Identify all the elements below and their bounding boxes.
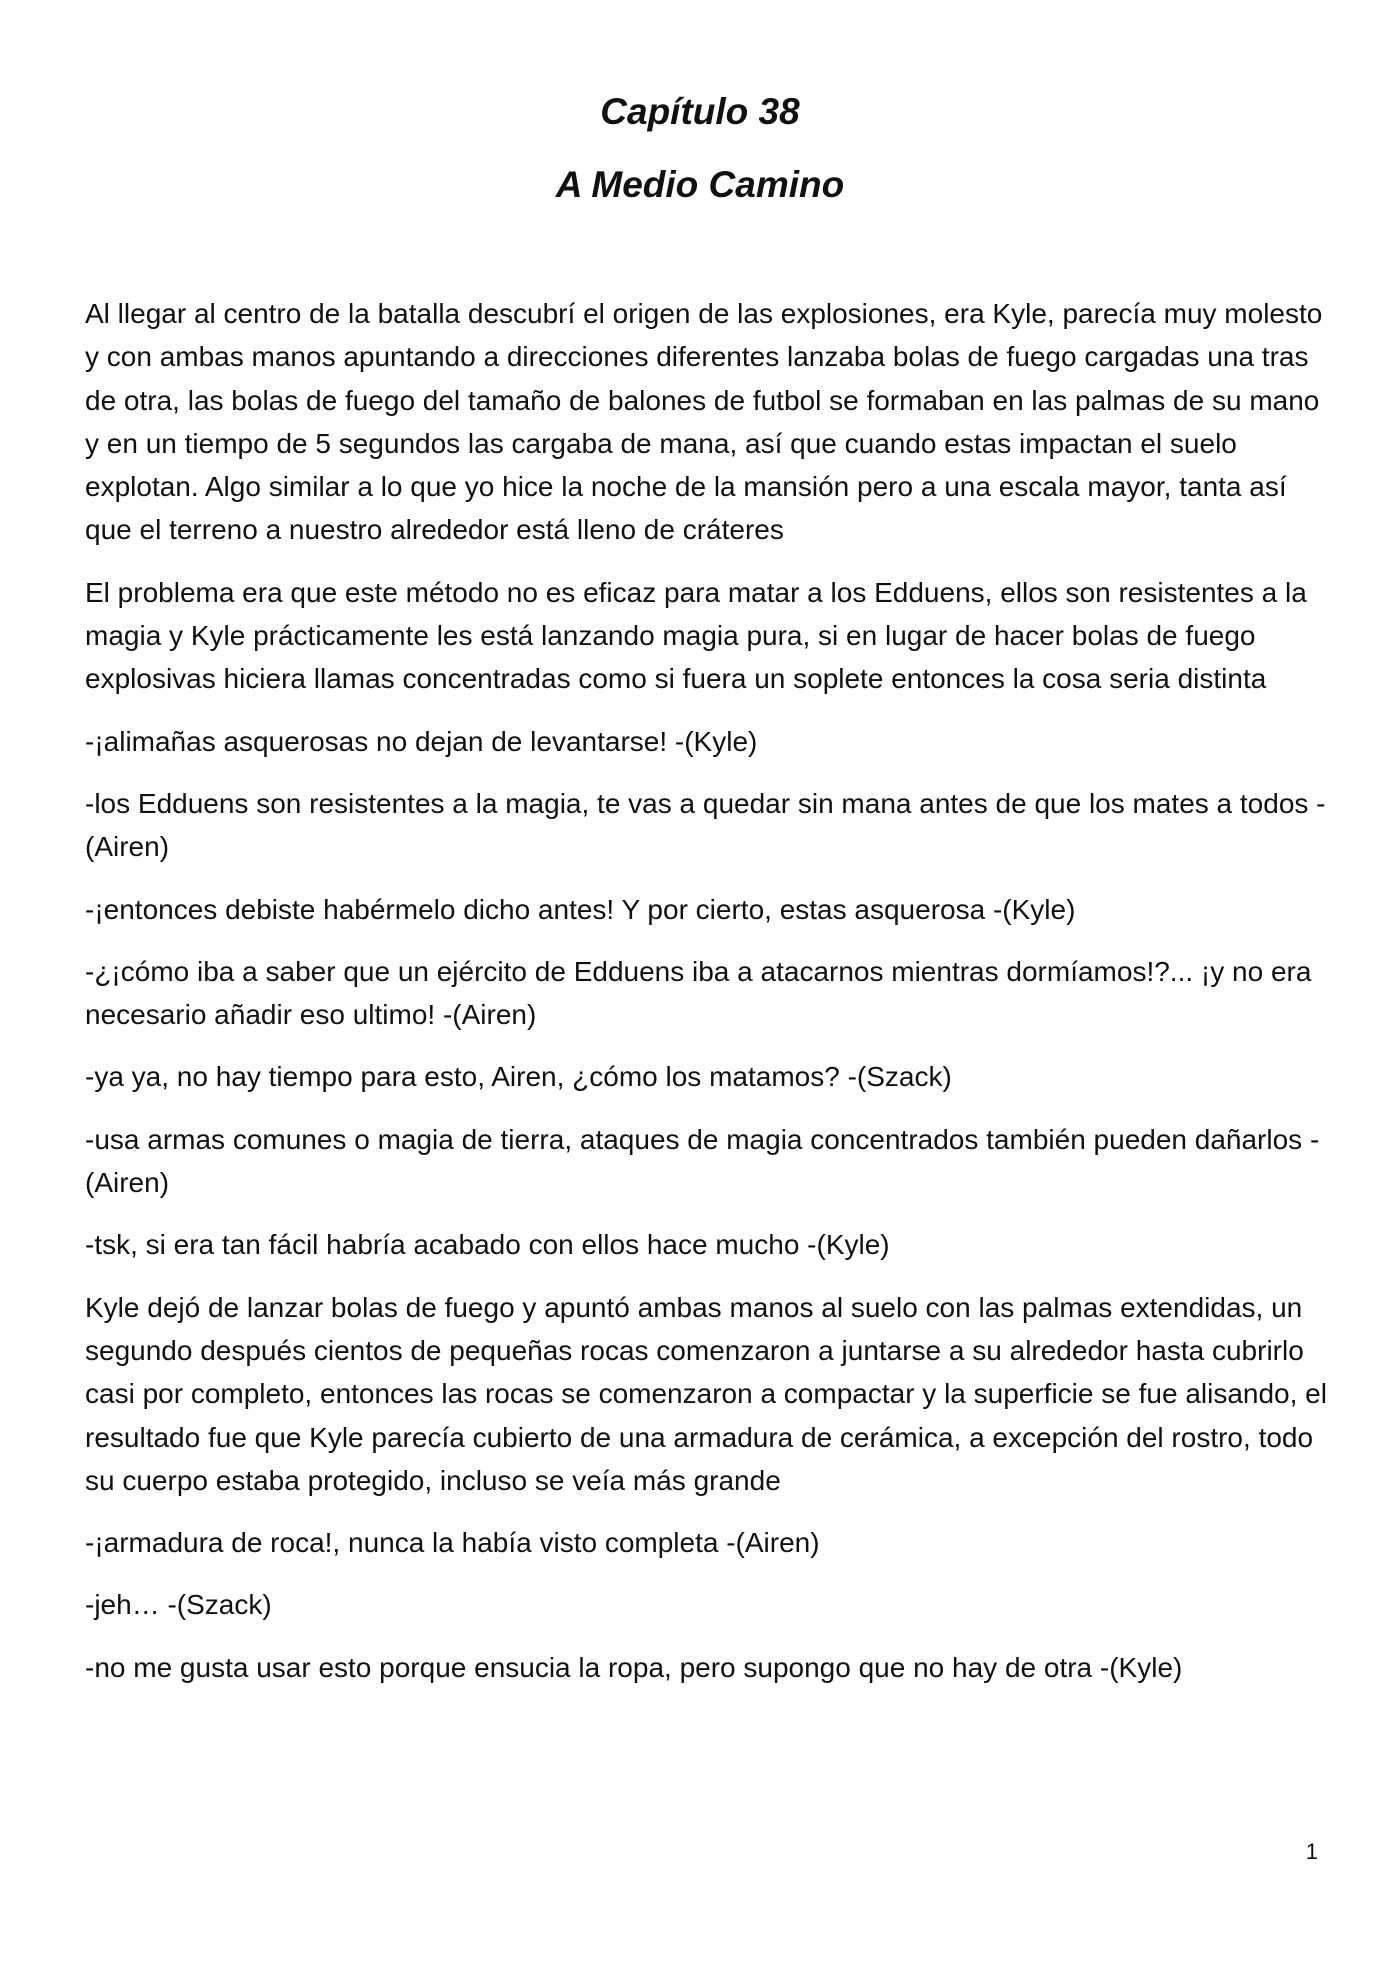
paragraph-narration-1: Al llegar al centro de la batalla descubrí el origen de las explosiones, era Kyle, parecía muy molesto y con ambas manos apuntando a direcciones diferentes lanzaba bolas de fuego cargadas una tras de otra, las bolas de fuego del tamaño de balones de futbol se formaban en las palmas de su mano y en un tiempo de 5 segundos las cargaba de mana, así que cuando estas impactan el suelo explotan. Algo similar a lo que yo hice la noche de la mansión pero a una escala mayor, tanta así que el terreno a nuestro alrededor está lleno de cráteres [85, 298, 1323, 546]
dialogue-line: -usa armas comunes o magia de tierra, ataques de magia concentrados también pueden dañarlos -(Airen) [85, 1123, 1320, 1199]
paragraph-narration-2: El problema era que este método no es eficaz para matar a los Edduens, ellos son resistentes a la magia y Kyle prácticamente les está lanzando magia pura, si en lugar de hacer bolas de fuego explosivas hiciera llamas concentradas como si fuera un soplete entonces la cosa seria distinta [85, 576, 1307, 695]
body-text [85, 292, 1330, 1708]
paragraph-narration-3: Kyle dejó de lanzar bolas de fuego y apuntó ambas manos al suelo con las palmas extendidas, un segundo después cientos de pequeñas rocas comenzaron a juntarse a su alrededor hasta cubrirlo casi por completo, entonces las rocas se comenzaron a compactar y la superficie se fue alisando, el resultado fue que Kyle parecía cubierto de una armadura de cerámica, a excepción del rostro, todo su cuerpo estaba protegido, incluso se veía más grande [85, 1291, 1327, 1496]
dialogue-line: -jeh… -(Szack) [85, 1589, 272, 1621]
dialogue-line: -¡armadura de roca!, nunca la había visto completa -(Airen) [85, 1527, 820, 1559]
dialogue-line: -¡entonces debiste habérmelo dicho antes! Y por cierto, estas asquerosa -(Kyle) [85, 893, 1076, 925]
dialogue-line: -no me gusta usar esto porque ensucia la ropa, pero supongo que no hay de otra -(Kyle) [85, 1651, 1183, 1683]
chapter-number: Capítulo 38 [600, 91, 800, 132]
page-number: 1 [1305, 1839, 1318, 1864]
chapter-title: A Medio Camino [555, 164, 845, 205]
dialogue-line: -tsk, si era tan fácil habría acabado con ellos hace mucho -(Kyle) [85, 1229, 890, 1261]
dialogue-line: -¡alimañas asquerosas no dejan de levantarse! -(Kyle) [85, 725, 758, 757]
dialogue-line: -ya ya, no hay tiempo para esto, Airen, ¿cómo los matamos? -(Szack) [85, 1061, 952, 1093]
dialogue-line: -¿¡cómo iba a saber que un ejército de Edduens iba a atacarnos mientras dormíamos!?... ¡y no era necesario añadir eso ultimo! -(Airen) [85, 955, 1312, 1031]
dialogue-line: -los Edduens son resistentes a la magia, te vas a quedar sin mana antes de que los mates a todos -(Airen) [85, 787, 1326, 863]
